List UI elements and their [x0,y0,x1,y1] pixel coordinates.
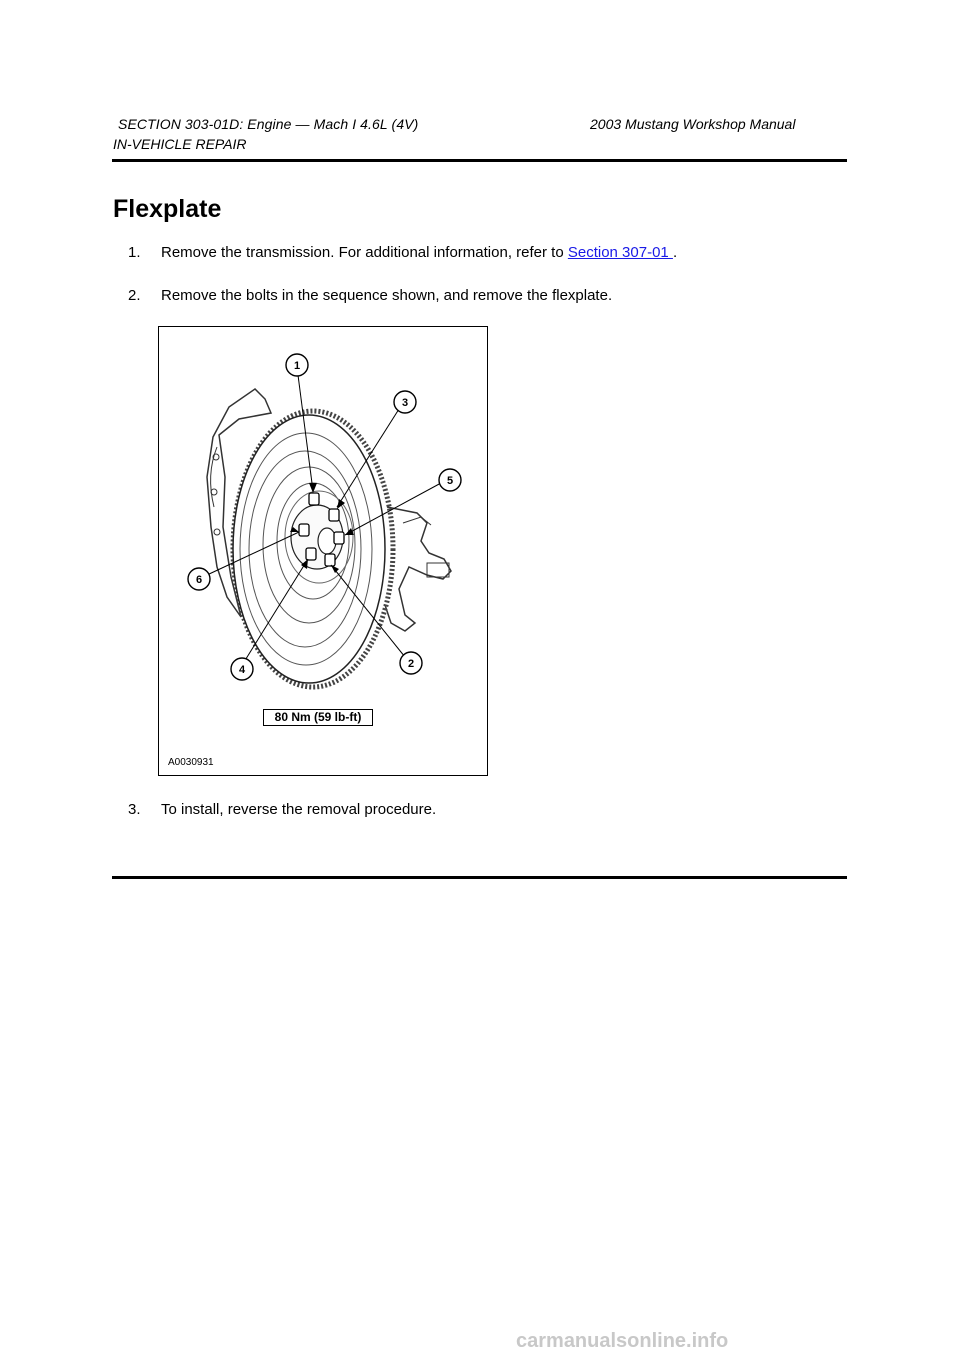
torque-spec-label: 80 Nm (59 lb-ft) [263,709,373,726]
step-text: Remove the transmission. For additional information, refer to [161,244,568,261]
header-section-title: SECTION 303-01D: Engine — Mach I 4.6L (4V) [118,116,419,132]
step-number: 2. [128,287,141,304]
callout-1: 1 [293,360,301,372]
header-divider [112,159,847,162]
header-subsection: IN-VEHICLE REPAIR [113,136,247,152]
callout-5: 5 [446,475,454,487]
watermark: carmanualsonline.info [516,1330,729,1352]
step-number: 3. [128,801,141,818]
callout-4: 4 [238,664,246,676]
step-2 [128,287,612,305]
step-text: Remove the bolts in the sequence shown, and remove the flexplate. [161,287,613,304]
step-text: To install, reverse the removal procedure. [161,801,437,818]
figure-id: A0030931 [168,757,214,768]
callout-2: 2 [407,658,415,670]
callout-3: 3 [401,397,409,409]
step-number: 1. [128,244,141,261]
step-text-end: . [672,244,678,261]
header-manual-title: 2003 Mustang Workshop Manual [590,116,796,132]
flexplate-illustration [158,326,488,776]
footer-divider [112,876,847,879]
step-1 [128,244,677,262]
section-link[interactable]: Section 307-01 [567,244,673,261]
page-title: Flexplate [113,195,222,223]
callout-6: 6 [195,574,203,586]
step-3 [128,801,436,819]
